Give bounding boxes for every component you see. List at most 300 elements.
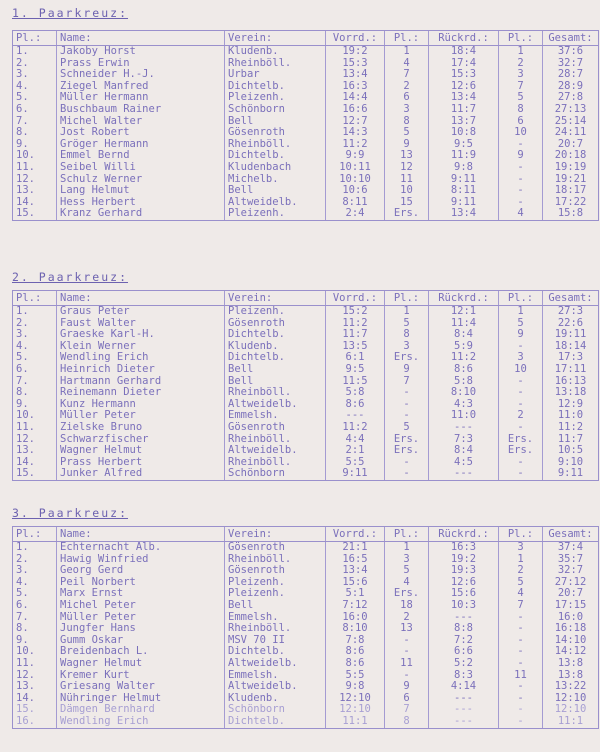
player-name: Gumm Oskar [57,635,225,647]
table-row [13,468,599,480]
first-round-score: 13:4 [326,69,385,81]
first-round-score: 11:5 [326,376,385,388]
second-round-score: 13:4 [429,208,499,220]
club: Rheinböll. [225,139,326,151]
second-round-place: - [499,704,543,716]
place: 5. [13,92,57,104]
first-round-place: 8 [385,716,429,728]
place: 3. [13,69,57,81]
club: Pleizenh. [225,306,326,318]
place: 15. [13,468,57,480]
table-row [13,341,599,353]
second-round-place: - [499,693,543,705]
standings-table-3 [12,526,599,729]
second-round-score: 6:6 [429,646,499,658]
second-round-place: - [499,376,543,388]
second-round-place: - [499,457,543,469]
first-round-place: Ers. [385,208,429,220]
header-club: Verein: [225,31,326,46]
table-row [13,127,599,139]
club: Kludenb. [225,341,326,353]
header-second-round-place: Pl.: [499,31,543,46]
table-row [13,150,599,162]
club: Pleizenh. [225,588,326,600]
table-header-row [13,31,599,46]
total-score: 9:11 [543,468,599,480]
total-score: 13:22 [543,681,599,693]
second-round-place: - [499,646,543,658]
first-round-score: 5:1 [326,588,385,600]
club: Altweidelb. [225,445,326,457]
player-name: Müller Hermann [57,92,225,104]
first-round-score: 10:11 [326,162,385,174]
first-round-place: - [385,387,429,399]
first-round-score: 13:5 [326,341,385,353]
place: 1. [13,46,57,58]
second-round-place: 7 [499,81,543,93]
club: Rheinböll. [225,387,326,399]
total-score: 20:18 [543,150,599,162]
header-name: Name: [57,31,225,46]
club: Kludenbach [225,162,326,174]
second-round-place: Ers. [499,434,543,446]
place: 7. [13,116,57,128]
place: 5. [13,352,57,364]
table-row [13,376,599,388]
header-place: Pl.: [13,527,57,542]
player-name: Georg Gerd [57,565,225,577]
table-row [13,104,599,116]
club: Bell [225,185,326,197]
player-name: Griesang Walter [57,681,225,693]
second-round-place: - [499,174,543,186]
first-round-place: 5 [385,127,429,139]
second-round-score: 8:11 [429,185,499,197]
place: 12. [13,174,57,186]
second-round-score: 19:2 [429,554,499,566]
total-score: 22:6 [543,318,599,330]
total-score: 12:10 [543,704,599,716]
second-round-score: 12:6 [429,81,499,93]
first-round-place: Ers. [385,352,429,364]
table-row [13,434,599,446]
club: Gösenroth [225,565,326,577]
total-score: 37:6 [543,46,599,58]
club: Dichtelb. [225,150,326,162]
player-name: Wagner Helmut [57,658,225,670]
total-score: 20:7 [543,139,599,151]
second-round-score: 10:8 [429,127,499,139]
place: 12. [13,434,57,446]
place: 7. [13,376,57,388]
total-score: 14:10 [543,635,599,647]
first-round-score: 15:3 [326,58,385,70]
table-row [13,542,599,554]
place: 11. [13,658,57,670]
place: 13. [13,681,57,693]
second-round-place: 6 [499,116,543,128]
player-name: Dämgen Bernhard [57,704,225,716]
club: Kludenb. [225,46,326,58]
total-score: 17:11 [543,364,599,376]
second-round-place: 9 [499,329,543,341]
total-score: 28:7 [543,69,599,81]
player-name: Echternacht Alb. [57,542,225,554]
player-name: Hess Herbert [57,197,225,209]
club: Dichtelb. [225,81,326,93]
club: MSV 70 II [225,635,326,647]
header-second-round: Rückrd.: [429,291,499,306]
first-round-place: 6 [385,92,429,104]
first-round-place: 6 [385,693,429,705]
header-total: Gesamt: [543,291,599,306]
table-row [13,600,599,612]
total-score: 18:17 [543,185,599,197]
table-row [13,410,599,422]
header-club: Verein: [225,527,326,542]
club: Gösenroth [225,422,326,434]
second-round-place: - [499,612,543,624]
second-round-score: 5:8 [429,376,499,388]
first-round-score: 11:1 [326,716,385,728]
second-round-place: 9 [499,150,543,162]
second-round-score: --- [429,468,499,480]
second-round-score: 7:3 [429,434,499,446]
total-score: 12:10 [543,693,599,705]
second-round-place: 1 [499,306,543,318]
table-row [13,399,599,411]
second-round-score: 8:3 [429,670,499,682]
header-first-round: Vorrd.: [326,31,385,46]
table-row [13,58,599,70]
player-name: Breidenbach L. [57,646,225,658]
place: 2. [13,318,57,330]
total-score: 16:18 [543,623,599,635]
total-score: 19:19 [543,162,599,174]
player-name: Seibel Willi [57,162,225,174]
first-round-score: 4:4 [326,434,385,446]
player-name: Marx Ernst [57,588,225,600]
club: Dichtelb. [225,329,326,341]
player-name: Gröger Hermann [57,139,225,151]
table-row [13,422,599,434]
first-round-score: 5:5 [326,457,385,469]
first-round-score: 11:2 [326,139,385,151]
table-row [13,352,599,364]
second-round-score: 8:8 [429,623,499,635]
place: 6. [13,600,57,612]
first-round-score: 16:3 [326,81,385,93]
table-row [13,457,599,469]
second-round-score: 9:11 [429,174,499,186]
first-round-place: 7 [385,69,429,81]
second-round-score: 19:3 [429,565,499,577]
header-first-round-place: Pl.: [385,31,429,46]
first-round-score: 14:3 [326,127,385,139]
club: Rheinböll. [225,457,326,469]
total-score: 19:21 [543,174,599,186]
place: 16. [13,716,57,728]
first-round-score: 11:7 [326,329,385,341]
table-row [13,658,599,670]
place: 14. [13,197,57,209]
second-round-place: 8 [499,104,543,116]
first-round-score: --- [326,410,385,422]
table-row [13,364,599,376]
total-score: 17:15 [543,600,599,612]
first-round-place: 11 [385,174,429,186]
place: 15. [13,704,57,716]
club: Rheinböll. [225,434,326,446]
club: Rheinböll. [225,554,326,566]
second-round-place: - [499,162,543,174]
place: 11. [13,422,57,434]
table-row [13,92,599,104]
second-round-place: - [499,139,543,151]
first-round-score: 8:6 [326,399,385,411]
player-name: Wagner Helmut [57,445,225,457]
header-first-round: Vorrd.: [326,291,385,306]
place: 10. [13,646,57,658]
first-round-score: 12:7 [326,116,385,128]
table-row [13,208,599,220]
first-round-score: 11:2 [326,318,385,330]
total-score: 18:14 [543,341,599,353]
table-row [13,554,599,566]
first-round-place: 5 [385,565,429,577]
second-round-score: 4:3 [429,399,499,411]
second-round-place: - [499,468,543,480]
second-round-score: 11:0 [429,410,499,422]
first-round-place: 3 [385,554,429,566]
player-name: Schulz Werner [57,174,225,186]
first-round-place: 10 [385,185,429,197]
player-name: Reinemann Dieter [57,387,225,399]
header-name: Name: [57,527,225,542]
total-score: 16:0 [543,612,599,624]
second-round-score: --- [429,693,499,705]
club: Dichtelb. [225,716,326,728]
club: Emmelsh. [225,670,326,682]
first-round-score: 16:6 [326,104,385,116]
second-round-score: --- [429,422,499,434]
place: 13. [13,185,57,197]
second-round-score: 15:6 [429,588,499,600]
second-round-place: - [499,197,543,209]
place: 2. [13,554,57,566]
place: 7. [13,612,57,624]
table-header-row [13,291,599,306]
second-round-place: - [499,681,543,693]
first-round-place: 13 [385,150,429,162]
section-title-3: 3. Paarkreuz: [12,506,129,520]
first-round-score: 13:4 [326,565,385,577]
player-name: Heinrich Dieter [57,364,225,376]
player-name: Klein Werner [57,341,225,353]
club: Schönborn [225,704,326,716]
first-round-place: - [385,457,429,469]
second-round-place: - [499,658,543,670]
table-row [13,612,599,624]
first-round-place: 15 [385,197,429,209]
player-name: Müller Peter [57,612,225,624]
second-round-place: - [499,422,543,434]
place: 6. [13,364,57,376]
place: 3. [13,565,57,577]
table-row [13,588,599,600]
first-round-score: 11:2 [326,422,385,434]
second-round-score: 16:3 [429,542,499,554]
first-round-place: 7 [385,376,429,388]
first-round-place: - [385,670,429,682]
player-name: Hawig Winfried [57,554,225,566]
place: 1. [13,306,57,318]
player-name: Lang Helmut [57,185,225,197]
second-round-score: 11:2 [429,352,499,364]
table-row [13,635,599,647]
club: Bell [225,364,326,376]
first-round-score: 2:4 [326,208,385,220]
first-round-place: 9 [385,139,429,151]
first-round-score: 14:4 [326,92,385,104]
player-name: Buschbaum Rainer [57,104,225,116]
place: 6. [13,104,57,116]
second-round-score: --- [429,612,499,624]
table-row [13,681,599,693]
place: 4. [13,81,57,93]
header-place: Pl.: [13,31,57,46]
second-round-place: 3 [499,69,543,81]
second-round-place: 7 [499,600,543,612]
first-round-score: 12:10 [326,693,385,705]
first-round-place: 9 [385,681,429,693]
header-total: Gesamt: [543,31,599,46]
first-round-place: 5 [385,318,429,330]
second-round-place: - [499,399,543,411]
player-name: Prass Erwin [57,58,225,70]
total-score: 17:3 [543,352,599,364]
first-round-score: 10:10 [326,174,385,186]
second-round-score: 10:3 [429,600,499,612]
table-row [13,306,599,318]
club: Gösenroth [225,127,326,139]
place: 10. [13,150,57,162]
first-round-score: 9:8 [326,681,385,693]
section-title-2: 2. Paarkreuz: [12,270,129,284]
header-second-round: Rückrd.: [429,31,499,46]
table-row [13,329,599,341]
total-score: 11:2 [543,422,599,434]
header-place: Pl.: [13,291,57,306]
second-round-score: 5:2 [429,658,499,670]
total-score: 24:11 [543,127,599,139]
player-name: Emmel Bernd [57,150,225,162]
first-round-place: 3 [385,341,429,353]
total-score: 11:7 [543,434,599,446]
total-score: 25:14 [543,116,599,128]
first-round-score: 16:0 [326,612,385,624]
place: 3. [13,329,57,341]
club: Altweidelb. [225,399,326,411]
header-second-round-place: Pl.: [499,527,543,542]
second-round-place: 1 [499,46,543,58]
place: 1. [13,542,57,554]
first-round-place: 7 [385,704,429,716]
first-round-score: 9:11 [326,468,385,480]
first-round-place: 4 [385,577,429,589]
first-round-place: 3 [385,104,429,116]
player-name: Wendling Erich [57,716,225,728]
second-round-place: 5 [499,577,543,589]
club: Schönborn [225,104,326,116]
first-round-score: 10:6 [326,185,385,197]
player-name: Müller Peter [57,410,225,422]
second-round-score: 4:5 [429,457,499,469]
table-row [13,693,599,705]
second-round-score: --- [429,716,499,728]
first-round-score: 15:2 [326,306,385,318]
first-round-score: 7:12 [326,600,385,612]
club: Pleizenh. [225,577,326,589]
player-name: Zielske Bruno [57,422,225,434]
second-round-place: - [499,341,543,353]
second-round-score: 11:4 [429,318,499,330]
club: Rheinböll. [225,58,326,70]
place: 14. [13,693,57,705]
club: Dichtelb. [225,352,326,364]
total-score: 16:13 [543,376,599,388]
club: Bell [225,116,326,128]
place: 8. [13,623,57,635]
second-round-score: 9:11 [429,197,499,209]
header-total: Gesamt: [543,527,599,542]
first-round-score: 2:1 [326,445,385,457]
club: Emmelsh. [225,612,326,624]
second-round-place: 10 [499,364,543,376]
second-round-place: Ers. [499,445,543,457]
second-round-place: - [499,623,543,635]
first-round-place: Ers. [385,588,429,600]
second-round-place: 2 [499,565,543,577]
second-round-place: 10 [499,127,543,139]
header-first-round-place: Pl.: [385,291,429,306]
player-name: Michel Peter [57,600,225,612]
place: 10. [13,410,57,422]
second-round-score: 18:4 [429,46,499,58]
header-name: Name: [57,291,225,306]
header-club: Verein: [225,291,326,306]
place: 15. [13,208,57,220]
total-score: 13:18 [543,387,599,399]
table-row [13,445,599,457]
total-score: 37:4 [543,542,599,554]
first-round-score: 19:2 [326,46,385,58]
first-round-place: 8 [385,116,429,128]
second-round-score: 11:7 [429,104,499,116]
table-row [13,704,599,716]
second-round-score: 15:3 [429,69,499,81]
first-round-place: 1 [385,542,429,554]
table-row [13,623,599,635]
table-row [13,185,599,197]
table-row [13,565,599,577]
place: 9. [13,635,57,647]
club: Gösenroth [225,318,326,330]
place: 5. [13,588,57,600]
second-round-score: 8:10 [429,387,499,399]
player-name: Faust Walter [57,318,225,330]
total-score: 13:8 [543,658,599,670]
